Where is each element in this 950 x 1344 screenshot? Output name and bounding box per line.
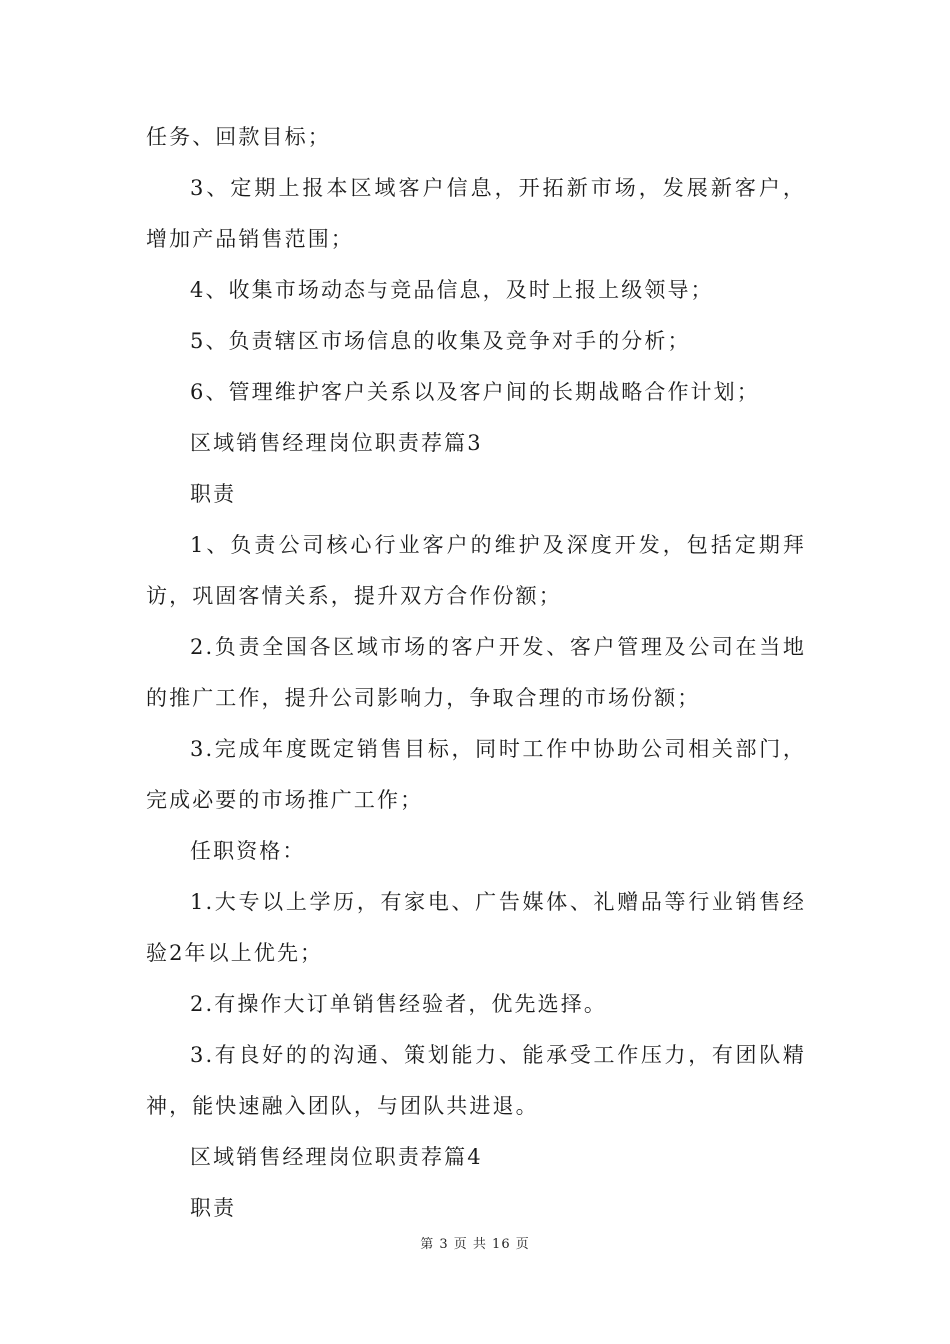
paragraph: 1.大专以上学历，有家电、广告媒体、礼赠品等行业销售经验2年以上优先； <box>146 890 806 965</box>
section-heading: 区域销售经理岗位职责荐篇4 <box>190 1145 483 1169</box>
paragraph: 3.有良好的的沟通、策划能力、能承受工作压力，有团队精神，能快速融入团队，与团队共进退。 <box>146 1043 806 1118</box>
document-body <box>146 112 806 1234</box>
subsection-heading: 职责 <box>190 1196 237 1220</box>
paragraph: 3.完成年度既定销售目标，同时工作中协助公司相关部门，完成必要的市场推广工作； <box>146 737 806 812</box>
section-heading: 区域销售经理岗位职责荐篇3 <box>190 431 483 455</box>
paragraph: 6、管理维护客户关系以及客户间的长期战略合作计划； <box>190 380 760 404</box>
paragraph: 3、定期上报本区域客户信息，开拓新市场，发展新客户，增加产品销售范围； <box>146 176 806 251</box>
subsection-heading: 任职资格： <box>190 839 306 863</box>
paragraph: 5、负责辖区市场信息的收集及竞争对手的分析； <box>190 329 691 353</box>
page-number-footer: 第 3 页 共 16 页 <box>420 1237 530 1252</box>
paragraph: 任务、回款目标； <box>146 125 331 149</box>
subsection-heading: 职责 <box>190 482 237 506</box>
paragraph: 2.负责全国各区域市场的客户开发、客户管理及公司在当地的推广工作，提升公司影响力，争取合理的市场份额； <box>146 635 806 710</box>
paragraph: 4、收集市场动态与竞品信息，及时上报上级领导； <box>190 278 714 302</box>
paragraph: 1、负责公司核心行业客户的维护及深度开发，包括定期拜访，巩固客情关系，提升双方合作份额； <box>146 533 806 608</box>
paragraph: 2.有操作大订单销售经验者，优先选择。 <box>190 992 607 1016</box>
